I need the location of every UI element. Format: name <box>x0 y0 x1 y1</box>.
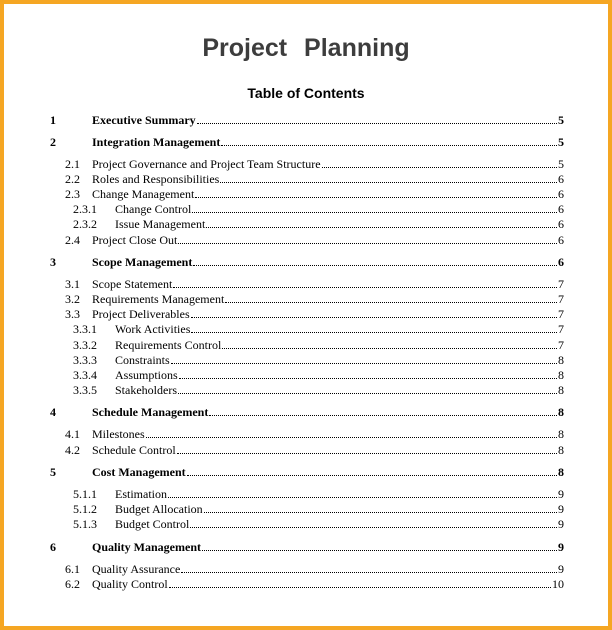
dot-leader <box>178 243 557 244</box>
dot-leader <box>322 167 557 168</box>
toc-entry[interactable] <box>4 321 564 337</box>
toc-entry-number: 3.3.3 <box>73 353 97 367</box>
toc-entry-page: 9 <box>558 540 564 554</box>
dot-leader <box>168 497 557 498</box>
toc-entry-page: 8 <box>558 353 564 367</box>
toc-entry-number: 4 <box>50 405 56 419</box>
toc-entry-page: 9 <box>558 502 564 516</box>
toc-entry-number: 3.3 <box>65 307 80 321</box>
toc-entry-number: 2.4 <box>65 233 80 247</box>
toc-entry-number: 6.1 <box>65 562 80 576</box>
toc-entry-label: Quality Control <box>92 577 168 591</box>
toc-entry-label: Assumptions <box>115 368 178 382</box>
toc-entry[interactable] <box>4 112 564 128</box>
toc-entry[interactable] <box>4 442 564 458</box>
toc-entry-number: 1 <box>50 113 56 127</box>
toc-entry-page: 7 <box>558 322 564 336</box>
toc-entry-label: Estimation <box>115 487 167 501</box>
toc-entry[interactable] <box>4 232 564 248</box>
dot-leader <box>221 145 557 146</box>
toc-entry-page: 8 <box>558 427 564 441</box>
toc-entry-page: 5 <box>558 113 564 127</box>
toc-entry-label: Requirements Control <box>115 338 222 352</box>
toc-entry[interactable] <box>4 171 564 187</box>
dot-leader <box>173 287 557 288</box>
toc-entry[interactable] <box>4 201 564 217</box>
dot-leader <box>187 475 557 476</box>
toc-entry-label: Scope Statement <box>92 277 173 291</box>
dot-leader <box>209 415 557 416</box>
dot-leader <box>206 227 557 228</box>
dot-leader <box>204 512 557 513</box>
toc-entry-label: Quality Assurance <box>92 562 181 576</box>
toc-entry-label: Work Activities <box>115 322 191 336</box>
toc-entry-number: 2.1 <box>65 157 80 171</box>
toc-entry-page: 9 <box>558 487 564 501</box>
toc-entry-number: 2 <box>50 135 56 149</box>
toc-entry-page: 7 <box>558 292 564 306</box>
toc-entry-page: 6 <box>558 233 564 247</box>
toc-entry-label: Quality Management <box>92 540 201 554</box>
toc-entry[interactable] <box>4 539 564 555</box>
toc-entry[interactable] <box>4 306 564 322</box>
toc-entry-number: 4.2 <box>65 443 80 457</box>
toc-entry[interactable] <box>4 516 564 532</box>
toc-entry[interactable] <box>4 352 564 368</box>
dot-leader <box>190 527 557 528</box>
toc-entry[interactable] <box>4 486 564 502</box>
toc-entry-number: 5 <box>50 465 56 479</box>
toc-entry-page: 10 <box>552 577 564 591</box>
toc-entry[interactable] <box>4 382 564 398</box>
toc-entry-number: 2.3.2 <box>73 217 97 231</box>
toc-entry-number: 2.2 <box>65 172 80 186</box>
toc-entry-label: Requirements Management <box>92 292 225 306</box>
toc-entry[interactable] <box>4 337 564 353</box>
toc-entry[interactable] <box>4 291 564 307</box>
dot-leader <box>222 348 557 349</box>
dot-leader <box>178 393 557 394</box>
toc-entry-number: 3.3.2 <box>73 338 97 352</box>
dot-leader <box>179 378 557 379</box>
toc-entry-number: 2.3.1 <box>73 202 97 216</box>
toc-entry-page: 8 <box>558 368 564 382</box>
toc-entry-label: Integration Management <box>92 135 221 149</box>
toc-entry-number: 6 <box>50 540 56 554</box>
toc-entry-page: 8 <box>558 443 564 457</box>
toc-entry[interactable] <box>4 254 564 270</box>
dot-leader <box>202 550 557 551</box>
toc-entry-page: 7 <box>558 277 564 291</box>
dot-leader <box>171 363 557 364</box>
toc-entry-page: 6 <box>558 172 564 186</box>
toc-entry-number: 3.3.4 <box>73 368 97 382</box>
toc-entry-page: 6 <box>558 217 564 231</box>
toc-entry[interactable] <box>4 367 564 383</box>
toc-entry-label: Issue Management <box>115 217 206 231</box>
toc-entry-label: Project Deliverables <box>92 307 190 321</box>
toc-entry-page: 8 <box>558 465 564 479</box>
toc-entry-number: 2.3 <box>65 187 80 201</box>
toc-entry-page: 7 <box>558 307 564 321</box>
dot-leader <box>191 332 557 333</box>
toc-entry[interactable] <box>4 216 564 232</box>
dot-leader <box>146 437 557 438</box>
toc-entry-page: 5 <box>558 157 564 171</box>
toc-entry-label: Budget Allocation <box>115 502 203 516</box>
toc-entry[interactable] <box>4 561 564 577</box>
dot-leader <box>177 453 557 454</box>
toc-entry-label: Roles and Responsibilities <box>92 172 220 186</box>
toc-entry-page: 8 <box>558 383 564 397</box>
toc-entry-page: 9 <box>558 562 564 576</box>
dot-leader <box>197 123 557 124</box>
toc-entry-page: 8 <box>558 405 564 419</box>
table-of-contents <box>4 4 608 626</box>
toc-entry-label: Budget Control <box>115 517 190 531</box>
toc-entry[interactable] <box>4 576 564 592</box>
toc-entry[interactable] <box>4 501 564 517</box>
toc-entry-number: 4.1 <box>65 427 80 441</box>
toc-entry-label: Scope Management <box>92 255 193 269</box>
toc-entry-page: 6 <box>558 255 564 269</box>
dot-leader <box>195 197 557 198</box>
dot-leader <box>220 182 557 183</box>
toc-entry[interactable] <box>4 186 564 202</box>
toc-entry-label: Project Close Out <box>92 233 178 247</box>
toc-entry-label: Project Governance and Project Team Structure <box>92 157 321 171</box>
dot-leader <box>181 572 557 573</box>
toc-entry-page: 5 <box>558 135 564 149</box>
toc-heading: Table of Contents <box>247 85 365 101</box>
toc-entry-number: 3.1 <box>65 277 80 291</box>
toc-entry-page: 9 <box>558 517 564 531</box>
dot-leader <box>225 302 557 303</box>
toc-entry-label: Stakeholders <box>115 383 177 397</box>
toc-entry-number: 3.2 <box>65 292 80 306</box>
toc-entry-page: 6 <box>558 187 564 201</box>
dot-leader <box>193 265 557 266</box>
toc-entry-number: 5.1.2 <box>73 502 97 516</box>
toc-entry-label: Change Management <box>92 187 195 201</box>
toc-entry-number: 6.2 <box>65 577 80 591</box>
toc-entry[interactable] <box>4 134 564 150</box>
dot-leader <box>191 317 557 318</box>
toc-entry-label: Cost Management <box>92 465 186 479</box>
toc-entry[interactable] <box>4 464 564 480</box>
toc-entry-number: 5.1.3 <box>73 517 97 531</box>
dot-leader <box>192 212 557 213</box>
toc-entry[interactable] <box>4 156 564 172</box>
document-title: Project Planning <box>202 34 410 62</box>
toc-entry-label: Schedule Control <box>92 443 176 457</box>
toc-entry[interactable] <box>4 404 564 420</box>
toc-entry-number: 3 <box>50 255 56 269</box>
toc-entry-label: Schedule Management <box>92 405 209 419</box>
toc-entry-label: Executive Summary <box>92 113 196 127</box>
toc-entry-page: 6 <box>558 202 564 216</box>
toc-entry[interactable] <box>4 426 564 442</box>
toc-entry-label: Change Control <box>115 202 192 216</box>
toc-entry-number: 3.3.5 <box>73 383 97 397</box>
dot-leader <box>169 587 551 588</box>
toc-entry[interactable] <box>4 276 564 292</box>
toc-entry-number: 3.3.1 <box>73 322 97 336</box>
toc-entry-label: Milestones <box>92 427 145 441</box>
toc-entry-page: 7 <box>558 338 564 352</box>
toc-entry-number: 5.1.1 <box>73 487 97 501</box>
toc-entry-label: Constraints <box>115 353 170 367</box>
